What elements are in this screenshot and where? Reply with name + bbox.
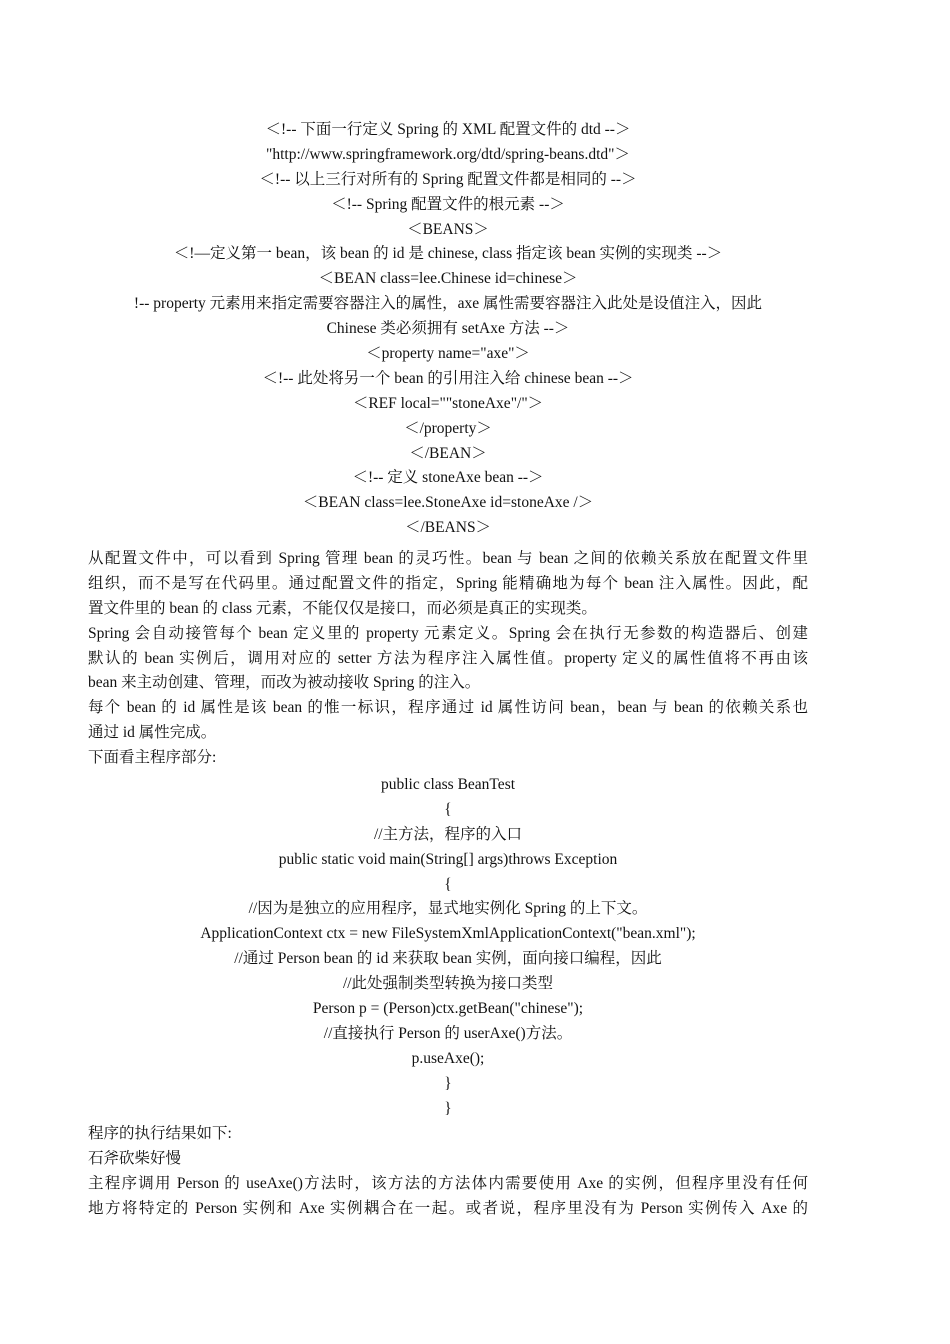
program-output: 石斧砍柴好慢 [88,1149,182,1167]
code-line: //因为是独立的应用程序，显式地实例化 Spring 的上下文。 [248,900,648,918]
xml-line: "http://www.springframework.org/dtd/spring-beans.dtd"＞ [266,145,630,163]
code-line: } [444,1099,452,1117]
code-line: } [444,1074,452,1092]
code-line: //主方法，程序的入口 [373,825,523,843]
paragraph-line: 下面看主程序部分: [88,749,217,767]
xml-line: ＜REF local=""stoneAxe"/"＞ [352,394,544,412]
paragraph-line: 地方将特定的 Person 实例和 Axe 实例耦合在一起。或者说，程序里没有为 Person 实例传入 Axe 的 [88,1199,808,1217]
paragraph-line: 通过 id 属性完成。 [88,724,217,742]
paragraph-line: bean 来主动创建、管理，而改为被动接收 Spring 的注入。 [88,674,481,692]
code-line: { [444,875,452,893]
xml-line: Chinese 类必须拥有 setAxe 方法 --＞ [326,320,570,338]
paragraph-line: 主程序调用 Person 的 useAxe()方法时，该方法的方法体内需要使用 Axe 的实例，但程序里没有任何 [88,1174,808,1192]
paragraph-line: 组织，而不是写在代码里。通过配置文件的指定，Spring 能精确地为每个 bean 注入属性。因此，配 [88,574,808,592]
code-line: public static void main(String[] args)throws Exception [278,850,618,868]
xml-line: ＜!-- 以上三行对所有的 Spring 配置文件都是相同的 --＞ [259,170,637,188]
java-code-block [88,773,808,1121]
xml-line: !-- property 元素用来指定需要容器注入的属性，axe 属性需要容器注入此处是设值注入，因此 [133,295,763,313]
paragraph-line: 每个 bean 的 id 属性是该 bean 的惟一标识，程序通过 id 属性访问 bean，bean 与 bean 的依赖关系也 [88,699,808,717]
code-line: //此处强制类型转换为接口类型 [342,975,554,993]
xml-line: ＜BEAN class=lee.StoneAxe id=stoneAxe /＞ [302,494,594,512]
xml-line: ＜!-- 下面一行定义 Spring 的 XML 配置文件的 dtd --＞ [265,121,631,138]
xml-config-block [88,118,808,541]
code-line: //直接执行 Person 的 userAxe()方法。 [323,1024,573,1042]
xml-line: ＜/BEAN＞ [409,444,487,462]
result-paragraphs [88,1122,808,1222]
explanation-paragraphs [88,547,808,771]
xml-line: ＜/BEANS＞ [404,519,492,537]
xml-line: ＜!-- 定义 stoneAxe bean --＞ [352,469,544,487]
paragraph-line: Spring 会自动接管每个 bean 定义里的 property 元素定义。Spring 会在执行无参数的构造器后、创建 [88,624,808,642]
xml-line: ＜/property＞ [404,419,492,437]
code-line: public class BeanTest [380,776,516,793]
xml-line: ＜!-- Spring 配置文件的根元素 --＞ [331,195,565,213]
xml-line: ＜property name="axe"＞ [366,345,530,363]
code-line: Person p = (Person)ctx.getBean("chinese"); [312,1000,584,1018]
xml-line: ＜!-- 此处将另一个 bean 的引用注入给 chinese bean --＞ [262,369,634,387]
code-line: //通过 Person bean 的 id 来获取 bean 实例，面向接口编程，因此 [234,950,662,968]
code-line: { [444,800,452,818]
paragraph-line: 从配置文件中，可以看到 Spring 管理 bean 的灵巧性。bean 与 bean 之间的依赖关系放在配置文件里 [88,550,808,567]
xml-line: ＜BEAN class=lee.Chinese id=chinese＞ [318,270,578,288]
code-line: ApplicationContext ctx = new FileSystemXmlApplicationContext("bean.xml"); [200,925,696,943]
code-line: p.useAxe(); [411,1049,485,1067]
xml-line: ＜BEANS＞ [407,220,489,238]
paragraph-line: 默认的 bean 实例后，调用对应的 setter 方法为程序注入属性值。property 定义的属性值将不再由该 [88,649,808,667]
xml-line: ＜!—定义第一 bean，该 bean 的 id 是 chinese, class 指定该 bean 实例的实现类 --＞ [173,245,723,263]
paragraph-line: 程序的执行结果如下: [88,1125,232,1142]
paragraph-line: 置文件里的 bean 的 class 元素，不能仅仅是接口，而必须是真正的实现类。 [88,599,597,617]
